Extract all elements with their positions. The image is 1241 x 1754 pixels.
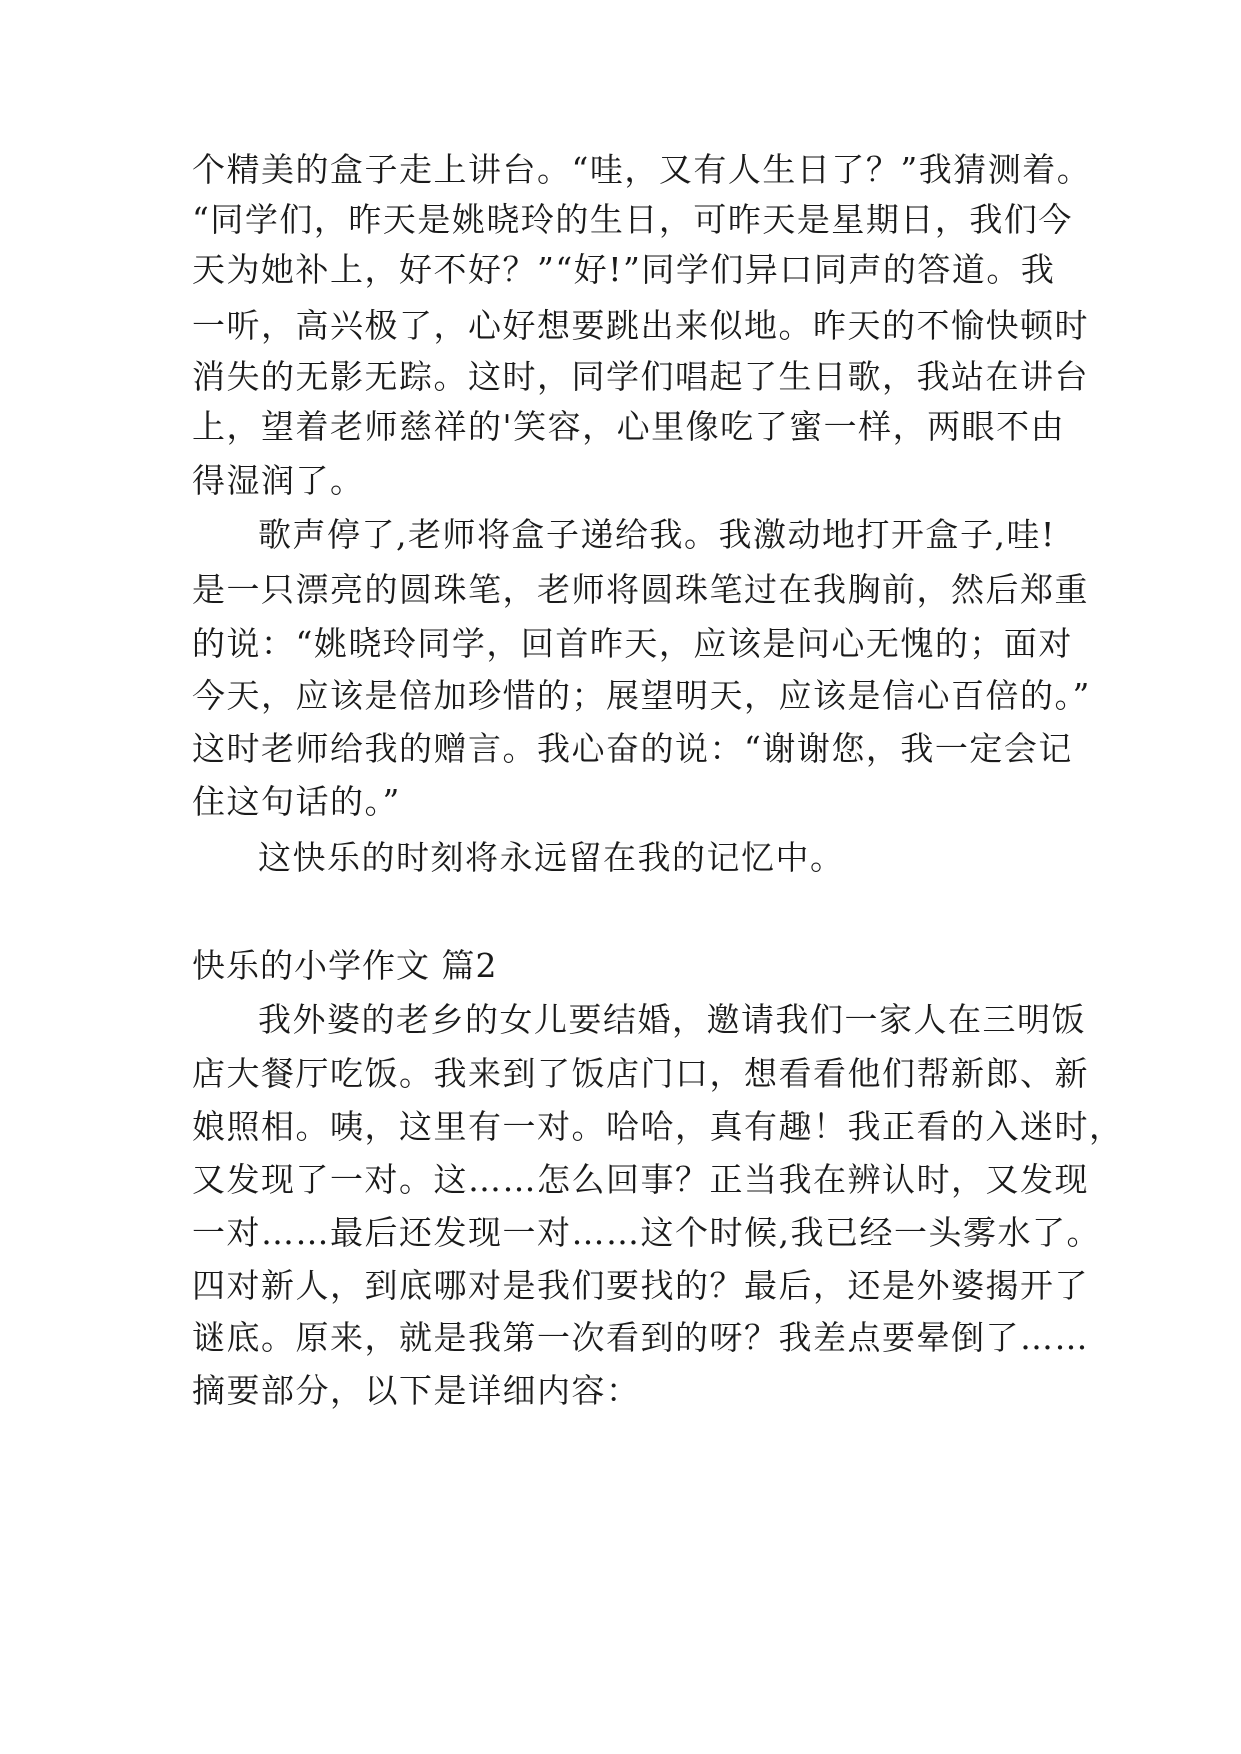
text-line: 四对新人，到底哪对是我们要找的？最后，还是外婆揭开了 — [192, 1266, 1089, 1305]
text-line: 谜底。原来，就是我第一次看到的呀？我差点要晕倒了…… — [192, 1318, 1089, 1357]
text-line: 天为她补上，好不好？”“好!”同学们异口同声的答道。我 — [192, 250, 1056, 289]
text-line: 一对……最后还发现一对……这个时候,我已经一头雾水了。 — [192, 1213, 1101, 1252]
text-line: 是一只漂亮的圆珠笔，老师将圆珠笔过在我胸前，然后郑重 — [192, 570, 1089, 609]
text-line: 这时老师给我的赠言。我心奋的说：“谢谢您，我一定会记 — [192, 729, 1073, 768]
text-line-indented: 歌声停了,老师将盒子递给我。我激动地打开盒子,哇! — [258, 515, 1056, 554]
text-line: 又发现了一对。这……怎么回事？正当我在辨认时，又发现 — [192, 1160, 1089, 1199]
text-line: 上，望着老师慈祥的'笑容，心里像吃了蜜一样，两眼不由 — [192, 407, 1066, 446]
text-line: 个精美的盒子走上讲台。“哇，又有人生日了？”我猜测着。 — [192, 150, 1092, 189]
text-line: 消失的无影无踪。这时，同学们唱起了生日歌，我站在讲台 — [192, 357, 1089, 396]
text-line: 一听，高兴极了，心好想要跳出来似地。昨天的不愉快顿时 — [192, 306, 1089, 345]
text-line: 的说：“姚晓玲同学，回首昨天，应该是问心无愧的；面对 — [192, 624, 1073, 663]
text-line: “同学们，昨天是姚晓玲的生日，可昨天是星期日，我们今 — [192, 200, 1073, 239]
text-line: 得湿润了。 — [192, 461, 365, 500]
text-line: 住这句话的。” — [192, 782, 401, 821]
text-line-indented: 这快乐的时刻将永远留在我的记忆中。 — [258, 838, 845, 877]
text-line: 店大餐厅吃饭。我来到了饭店门口，想看看他们帮新郎、新 — [192, 1054, 1089, 1093]
text-line: 摘要部分，以下是详细内容： — [192, 1371, 641, 1410]
text-line: 娘照相。咦，这里有一对。哈哈，真有趣！我正看的入迷时， — [192, 1107, 1124, 1146]
text-line-indented: 我外婆的老乡的女儿要结婚，邀请我们一家人在三明饭 — [258, 1000, 1086, 1039]
section-heading: 快乐的小学作文 篇2 — [192, 946, 498, 985]
text-line: 今天，应该是倍加珍惜的；展望明天，应该是信心百倍的。” — [192, 676, 1091, 715]
